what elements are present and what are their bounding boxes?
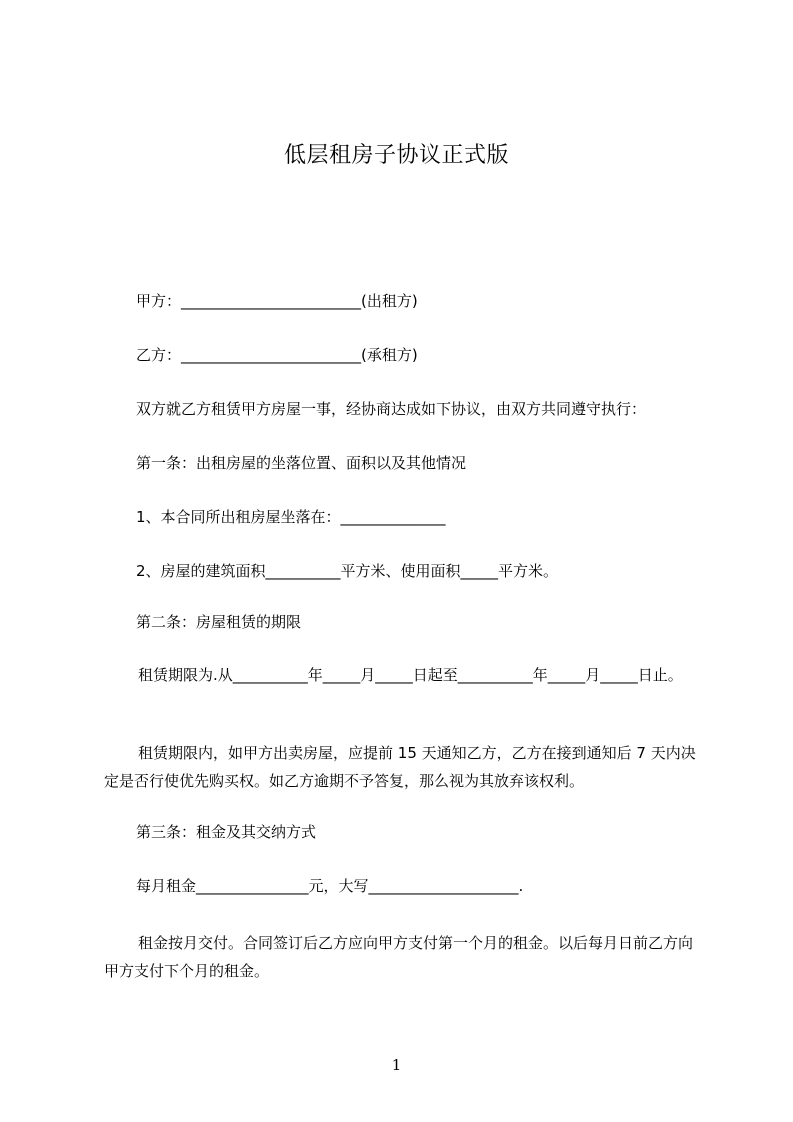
party-b-line: 乙方：________________________(承租方)	[136, 346, 418, 364]
article-1-heading: 第一条：出租房屋的坐落位置、面积以及其他情况	[136, 454, 467, 472]
party-a-line: 甲方：________________________(出租方)	[136, 292, 418, 310]
article-2-term-text: 租赁期限为.从__________年_____月_____日起至__________年_____月_____日止。	[138, 666, 683, 684]
preamble-text: 双方就乙方租赁甲方房屋一事，经协商达成如下协议，由双方共同遵守执行：	[136, 400, 647, 418]
article-2-term-paragraph	[104, 661, 704, 689]
article-3-heading: 第三条：租金及其交纳方式	[136, 823, 317, 841]
document-title: 低层租房子协议正式版	[283, 143, 509, 168]
article-1-item-1: 1、本合同所出租房屋坐落在：______________	[136, 508, 446, 526]
page-number: 1	[391, 1056, 402, 1074]
article-3-payment-paragraph	[104, 929, 704, 985]
article-2-preemption-paragraph	[104, 739, 704, 795]
article-3-rent-line: 每月租金_______________元，大写____________________.	[136, 877, 524, 895]
article-2-preemption-text: 租赁期限内，如甲方出卖房屋，应提前 15 天通知乙方，乙方在接到通知后 7 天内决定是否行使优先购买权。如乙方逾期不予答复，那么视为其放弃该权利。	[104, 744, 696, 790]
article-1-item-2: 2、房屋的建筑面积__________平方米、使用面积_____平方米。	[136, 562, 559, 580]
article-2-heading: 第二条：房屋租赁的期限	[136, 613, 302, 631]
article-3-payment-text: 租金按月交付。合同签订后乙方应向甲方支付第一个月的租金。以后每月日前乙方向甲方支付下个月的租金。	[104, 934, 694, 980]
